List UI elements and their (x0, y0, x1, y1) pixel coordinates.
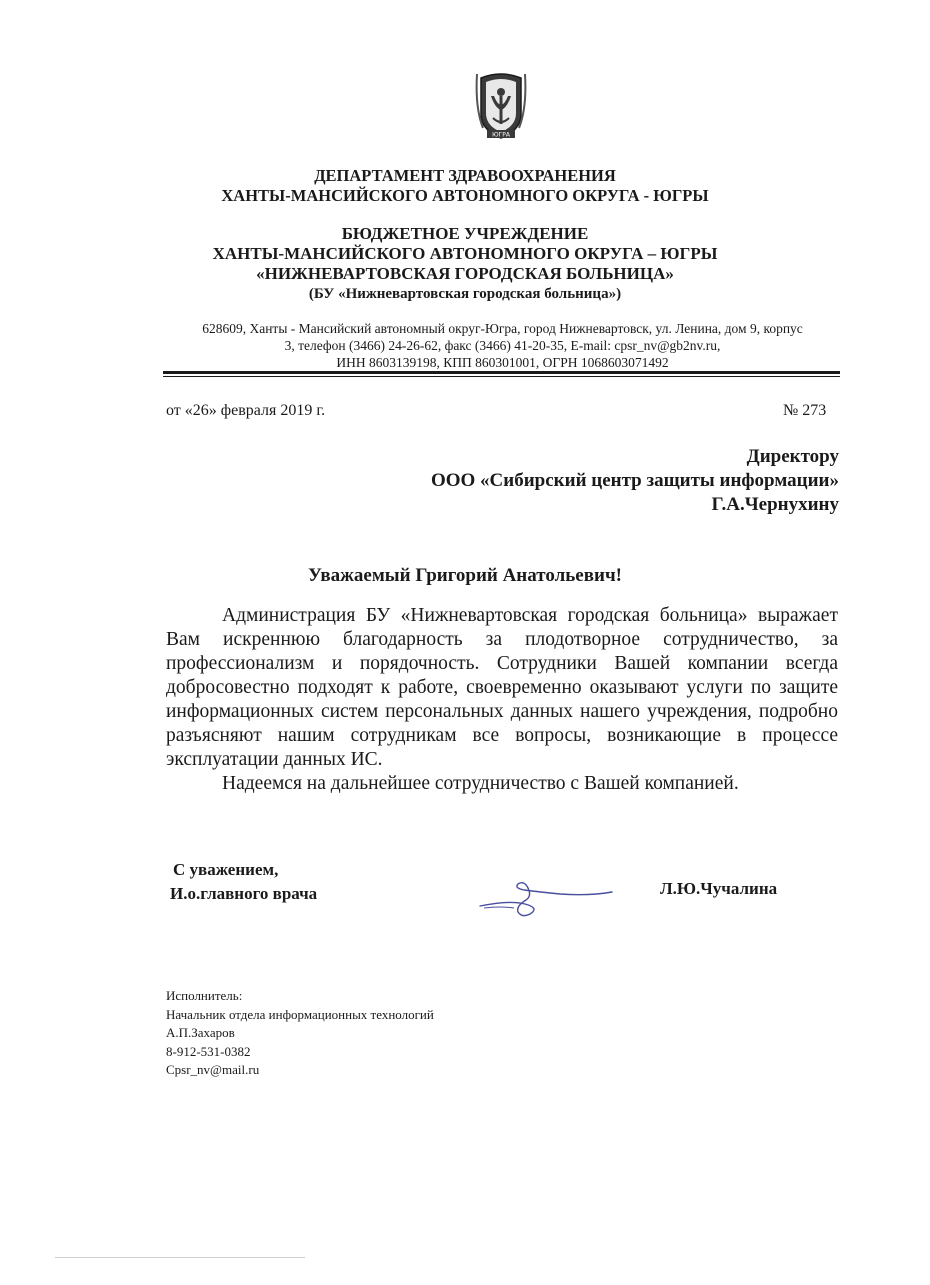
letter-date: от «26» февраля 2019 г. (166, 402, 326, 419)
signature-position-block (170, 858, 317, 906)
handwritten-signature (470, 870, 620, 924)
department-line-2: ХАНТЫ-МАНСИЙСКОГО АВТОНОМНОГО ОКРУГА - ЮГРЫ (221, 186, 709, 205)
body-paragraph: Администрация БУ «Нижневартовская городская больница» выражает Вам искреннюю благодарность за плодотворное сотрудничество, за профессионализм и порядочность. Сотрудники Вашей компании всегда добросовестно подходят к работе, своевременно оказывают услуги по защите информационных систем персональных данных нашего учреждения, подробно разъясняют нашим сотрудникам все вопросы, возникающие в процессе эксплуатации данных ИС. (166, 605, 838, 770)
letter-body (166, 604, 838, 796)
institution-line-3: «НИЖНЕВАРТОВСКАЯ ГОРОДСКАЯ БОЛЬНИЦА» (256, 264, 674, 283)
header-divider-thick (163, 371, 840, 374)
institution-short-name: (БУ «Нижневартовская городская больница») (308, 286, 622, 302)
signer-name: Л.Ю.Чучалина (660, 879, 778, 898)
executor-email: Cpsr_nv@mail.ru (166, 1062, 260, 1077)
body-paragraph: Надеемся на дальнейшее сотрудничество с Вашей компанией. (222, 773, 739, 794)
header-divider-thin (163, 376, 840, 377)
executor-label: Исполнитель: (166, 988, 243, 1003)
executor-position: Начальник отдела информационных технологий (166, 1006, 434, 1022)
address-line-2: 3, телефон (3466) 24-26-62, факс (3466) 41-20-35, E-mail: cpsr_nv@gb2nv.ru, (284, 338, 721, 353)
greeting: Уважаемый Григорий Анатольевич! (307, 565, 622, 586)
addressee-organization: ООО «Сибирский центр защиты информации» (430, 470, 839, 491)
footer-scan-line (55, 1257, 305, 1258)
address-line-3: ИНН 8603139198, КПП 860301001, ОГРН 1068603071492 (336, 355, 669, 370)
coat-of-arms-emblem (473, 68, 529, 144)
institution-line-1: БЮДЖЕТНОЕ УЧРЕЖДЕНИЕ (341, 224, 589, 243)
addressee-block (431, 445, 839, 517)
institution-line-2: ХАНТЫ-МАНСИЙСКОГО АВТОНОМНОГО ОКРУГА – ЮГРЫ (212, 244, 718, 263)
department-line-1: ДЕПАРТАМЕНТ ЗДРАВООХРАНЕНИЯ (314, 166, 616, 185)
regards-text: С уважением, (173, 860, 279, 879)
signer-position: И.о.главного врача (170, 884, 318, 903)
department-header (0, 166, 930, 206)
addressee-name: Г.А.Чернухину (711, 494, 839, 515)
letter-number: № 273 (783, 402, 827, 419)
institution-header (0, 224, 930, 304)
emblem-caption: ЮГРА (492, 131, 510, 139)
executor-phone: 8-912-531-0382 (166, 1043, 251, 1059)
addressee-title: Директору (746, 446, 839, 467)
address-block (160, 320, 845, 371)
executor-name: А.П.Захаров (166, 1025, 235, 1040)
executor-block (166, 987, 434, 1080)
address-line-1: 628609, Ханты - Мансийский автономный округ-Югра, город Нижневартовск, ул. Ленина, дом 9, корпус (202, 321, 803, 336)
